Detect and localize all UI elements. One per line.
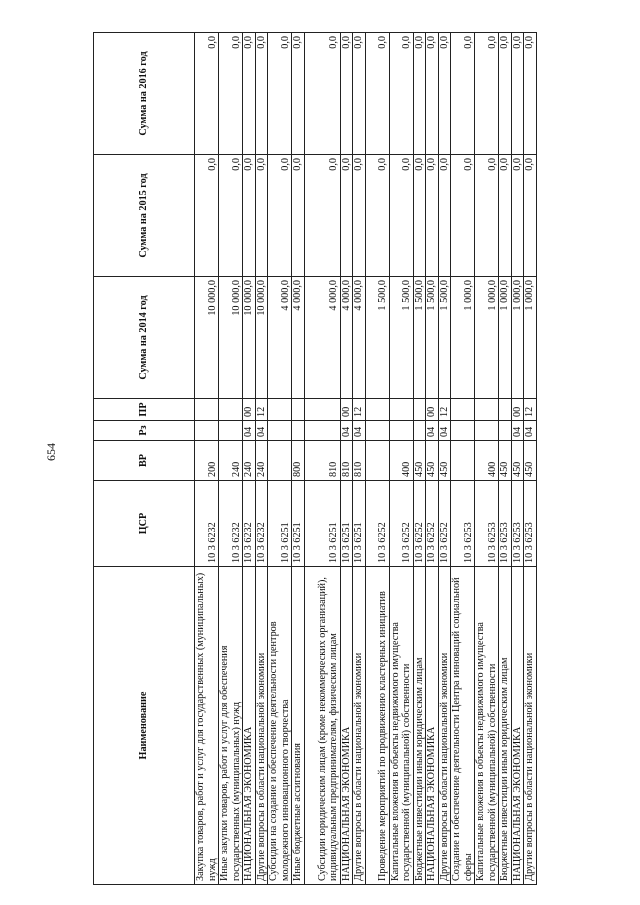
- cell-pr: 00: [340, 399, 353, 421]
- cell-name: Закупка товаров, работ и услуг для государственных (муниципальных) нужд: [195, 567, 219, 885]
- cell-2016: 0,0: [304, 33, 340, 155]
- cell-name: Субсидии юридическим лицам (кроме некоммерческих организаций), индивидуальным предпринимателям, физическим лицам: [304, 567, 340, 885]
- cell-pr: 00: [243, 399, 256, 421]
- cell-rz: [268, 421, 292, 441]
- cell-name: НАЦИОНАЛЬНАЯ ЭКОНОМИКА: [426, 567, 439, 885]
- cell-rz: 04: [511, 421, 524, 441]
- cell-csr: 10 3 6253: [475, 481, 499, 567]
- cell-2014: 4 000,0: [292, 277, 305, 399]
- cell-name: Другие вопросы в области национальной экономики: [255, 567, 268, 885]
- cell-vr: 200: [195, 441, 219, 481]
- cell-pr: [268, 399, 292, 421]
- cell-2016: 0,0: [255, 33, 268, 155]
- cell-2015: 0,0: [413, 155, 426, 277]
- cell-csr: 10 3 6232: [243, 481, 256, 567]
- header-name: Наименование: [94, 567, 195, 885]
- cell-2014: 1 000,0: [451, 277, 475, 399]
- cell-2016: 0,0: [195, 33, 219, 155]
- cell-2014: 1 000,0: [475, 277, 499, 399]
- cell-csr: 10 3 6253: [524, 481, 537, 567]
- cell-rz: [365, 421, 389, 441]
- cell-2014: 1 000,0: [511, 277, 524, 399]
- cell-vr: [365, 441, 389, 481]
- cell-vr: 400: [389, 441, 413, 481]
- cell-rz: 04: [340, 421, 353, 441]
- cell-vr: 450: [524, 441, 537, 481]
- table-row: [365, 33, 389, 885]
- table-row: [389, 33, 413, 885]
- page-number: 654: [44, 443, 58, 461]
- cell-pr: [413, 399, 426, 421]
- table-row: [524, 33, 537, 885]
- table-row: [426, 33, 439, 885]
- cell-rz: [292, 421, 305, 441]
- cell-rz: 04: [243, 421, 256, 441]
- cell-2015: 0,0: [438, 155, 451, 277]
- cell-pr: [389, 399, 413, 421]
- table-row: [499, 33, 512, 885]
- cell-2016: 0,0: [340, 33, 353, 155]
- cell-2015: 0,0: [268, 155, 292, 277]
- cell-name: Другие вопросы в области национальной экономики: [353, 567, 366, 885]
- cell-csr: 10 3 6253: [499, 481, 512, 567]
- cell-2016: 0,0: [511, 33, 524, 155]
- cell-name: Капитальные вложения в объекты недвижимого имущества государственной (муниципальной) собственности: [389, 567, 413, 885]
- cell-csr: 10 3 6251: [268, 481, 292, 567]
- cell-2016: 0,0: [292, 33, 305, 155]
- cell-name: Капитальные вложения в объекты недвижимого имущества государственной (муниципальной) собственности: [475, 567, 499, 885]
- cell-2016: 0,0: [365, 33, 389, 155]
- cell-2016: 0,0: [353, 33, 366, 155]
- cell-2014: 4 000,0: [268, 277, 292, 399]
- cell-pr: 12: [353, 399, 366, 421]
- cell-vr: 800: [292, 441, 305, 481]
- cell-csr: 10 3 6252: [413, 481, 426, 567]
- cell-2014: 1 500,0: [365, 277, 389, 399]
- cell-vr: 450: [499, 441, 512, 481]
- cell-pr: 12: [255, 399, 268, 421]
- cell-pr: 00: [511, 399, 524, 421]
- header-2014: Сумма на 2014 год: [94, 277, 195, 399]
- cell-2014: 10 000,0: [255, 277, 268, 399]
- table-row: [340, 33, 353, 885]
- cell-csr: 10 3 6232: [219, 481, 243, 567]
- cell-rz: [304, 421, 340, 441]
- header-2015: Сумма на 2015 год: [94, 155, 195, 277]
- cell-2015: 0,0: [195, 155, 219, 277]
- cell-2014: 1 500,0: [389, 277, 413, 399]
- table-row: [438, 33, 451, 885]
- table-row: [304, 33, 340, 885]
- cell-2015: 0,0: [426, 155, 439, 277]
- cell-2016: 0,0: [438, 33, 451, 155]
- cell-vr: 810: [304, 441, 340, 481]
- cell-2016: 0,0: [475, 33, 499, 155]
- cell-pr: [451, 399, 475, 421]
- cell-rz: 04: [255, 421, 268, 441]
- cell-pr: [195, 399, 219, 421]
- cell-2015: 0,0: [511, 155, 524, 277]
- cell-2014: 1 000,0: [499, 277, 512, 399]
- cell-2016: 0,0: [524, 33, 537, 155]
- cell-rz: [475, 421, 499, 441]
- cell-rz: [413, 421, 426, 441]
- cell-pr: 12: [438, 399, 451, 421]
- cell-vr: 450: [438, 441, 451, 481]
- cell-vr: 810: [340, 441, 353, 481]
- table-row: [475, 33, 499, 885]
- cell-rz: [451, 421, 475, 441]
- cell-rz: [389, 421, 413, 441]
- cell-name: НАЦИОНАЛЬНАЯ ЭКОНОМИКА: [511, 567, 524, 885]
- table-row: [219, 33, 243, 885]
- cell-2014: 4 000,0: [304, 277, 340, 399]
- cell-csr: 10 3 6251: [340, 481, 353, 567]
- cell-vr: [451, 441, 475, 481]
- cell-vr: 240: [255, 441, 268, 481]
- cell-2016: 0,0: [268, 33, 292, 155]
- cell-pr: [219, 399, 243, 421]
- table-row: [451, 33, 475, 885]
- cell-pr: [499, 399, 512, 421]
- cell-2014: 10 000,0: [219, 277, 243, 399]
- cell-2015: 0,0: [524, 155, 537, 277]
- cell-2015: 0,0: [243, 155, 256, 277]
- header-vr: ВР: [94, 441, 195, 481]
- table-row: [243, 33, 256, 885]
- budget-table: [93, 32, 537, 885]
- cell-name: Бюджетные инвестиции иным юридическим лицам: [413, 567, 426, 885]
- cell-2015: 0,0: [353, 155, 366, 277]
- cell-rz: 04: [438, 421, 451, 441]
- cell-2016: 0,0: [243, 33, 256, 155]
- cell-2015: 0,0: [365, 155, 389, 277]
- cell-2015: 0,0: [292, 155, 305, 277]
- table-header-row: [94, 33, 195, 885]
- cell-2016: 0,0: [451, 33, 475, 155]
- cell-2014: 4 000,0: [353, 277, 366, 399]
- cell-name: Другие вопросы в области национальной экономики: [524, 567, 537, 885]
- header-csr: ЦСР: [94, 481, 195, 567]
- cell-csr: 10 3 6251: [292, 481, 305, 567]
- cell-rz: 04: [524, 421, 537, 441]
- cell-2016: 0,0: [219, 33, 243, 155]
- cell-2016: 0,0: [499, 33, 512, 155]
- table-row: [268, 33, 292, 885]
- table-row: [292, 33, 305, 885]
- cell-csr: 10 3 6252: [426, 481, 439, 567]
- cell-name: НАЦИОНАЛЬНАЯ ЭКОНОМИКА: [243, 567, 256, 885]
- cell-2014: 1 500,0: [426, 277, 439, 399]
- cell-csr: 10 3 6252: [389, 481, 413, 567]
- cell-rz: [219, 421, 243, 441]
- cell-name: Другие вопросы в области национальной экономики: [438, 567, 451, 885]
- cell-pr: [365, 399, 389, 421]
- cell-pr: [292, 399, 305, 421]
- cell-2016: 0,0: [413, 33, 426, 155]
- header-pr: ПР: [94, 399, 195, 421]
- cell-2014: 4 000,0: [340, 277, 353, 399]
- cell-2014: 10 000,0: [243, 277, 256, 399]
- cell-rz: [195, 421, 219, 441]
- cell-2016: 0,0: [426, 33, 439, 155]
- cell-name: Проведение мероприятий по продвижению кластерных инициатив: [365, 567, 389, 885]
- table-row: [195, 33, 219, 885]
- cell-vr: 450: [426, 441, 439, 481]
- cell-csr: 10 3 6251: [353, 481, 366, 567]
- cell-rz: 04: [353, 421, 366, 441]
- cell-2015: 0,0: [304, 155, 340, 277]
- table-row: [511, 33, 524, 885]
- cell-vr: 450: [511, 441, 524, 481]
- cell-pr: [304, 399, 340, 421]
- cell-csr: 10 3 6253: [451, 481, 475, 567]
- cell-2015: 0,0: [389, 155, 413, 277]
- cell-csr: 10 3 6252: [365, 481, 389, 567]
- cell-csr: 10 3 6232: [255, 481, 268, 567]
- cell-name: Иные бюджетные ассигнования: [292, 567, 305, 885]
- cell-pr: 00: [426, 399, 439, 421]
- cell-2014: 1 500,0: [413, 277, 426, 399]
- cell-2016: 0,0: [389, 33, 413, 155]
- cell-pr: 12: [524, 399, 537, 421]
- cell-2014: 10 000,0: [195, 277, 219, 399]
- cell-name: НАЦИОНАЛЬНАЯ ЭКОНОМИКА: [340, 567, 353, 885]
- cell-name: Создание и обеспечение деятельности Центра инноваций социальной сферы: [451, 567, 475, 885]
- cell-vr: 240: [243, 441, 256, 481]
- cell-name: Бюджетные инвестиции иным юридическим лицам: [499, 567, 512, 885]
- cell-name: Субсидии на создание и обеспечение деятельности центров молодежного инновационного творчества: [268, 567, 292, 885]
- table-row: [353, 33, 366, 885]
- cell-csr: 10 3 6232: [195, 481, 219, 567]
- table-row: [413, 33, 426, 885]
- cell-vr: 240: [219, 441, 243, 481]
- cell-name: Иные закупки товаров, работ и услуг для обеспечения государственных (муниципальных) нужд: [219, 567, 243, 885]
- cell-vr: 450: [413, 441, 426, 481]
- cell-2015: 0,0: [475, 155, 499, 277]
- table-row: [255, 33, 268, 885]
- cell-2014: 1 000,0: [524, 277, 537, 399]
- cell-2015: 0,0: [451, 155, 475, 277]
- cell-csr: 10 3 6253: [511, 481, 524, 567]
- cell-rz: 04: [426, 421, 439, 441]
- cell-rz: [499, 421, 512, 441]
- header-2016: Сумма на 2016 год: [94, 33, 195, 155]
- cell-2014: 1 500,0: [438, 277, 451, 399]
- header-rz: Рз: [94, 421, 195, 441]
- cell-csr: 10 3 6252: [438, 481, 451, 567]
- cell-2015: 0,0: [255, 155, 268, 277]
- cell-csr: 10 3 6251: [304, 481, 340, 567]
- cell-vr: 400: [475, 441, 499, 481]
- cell-vr: 810: [353, 441, 366, 481]
- cell-2015: 0,0: [219, 155, 243, 277]
- cell-pr: [475, 399, 499, 421]
- rotated-table-container: [93, 33, 533, 885]
- cell-vr: [268, 441, 292, 481]
- cell-2015: 0,0: [340, 155, 353, 277]
- cell-2015: 0,0: [499, 155, 512, 277]
